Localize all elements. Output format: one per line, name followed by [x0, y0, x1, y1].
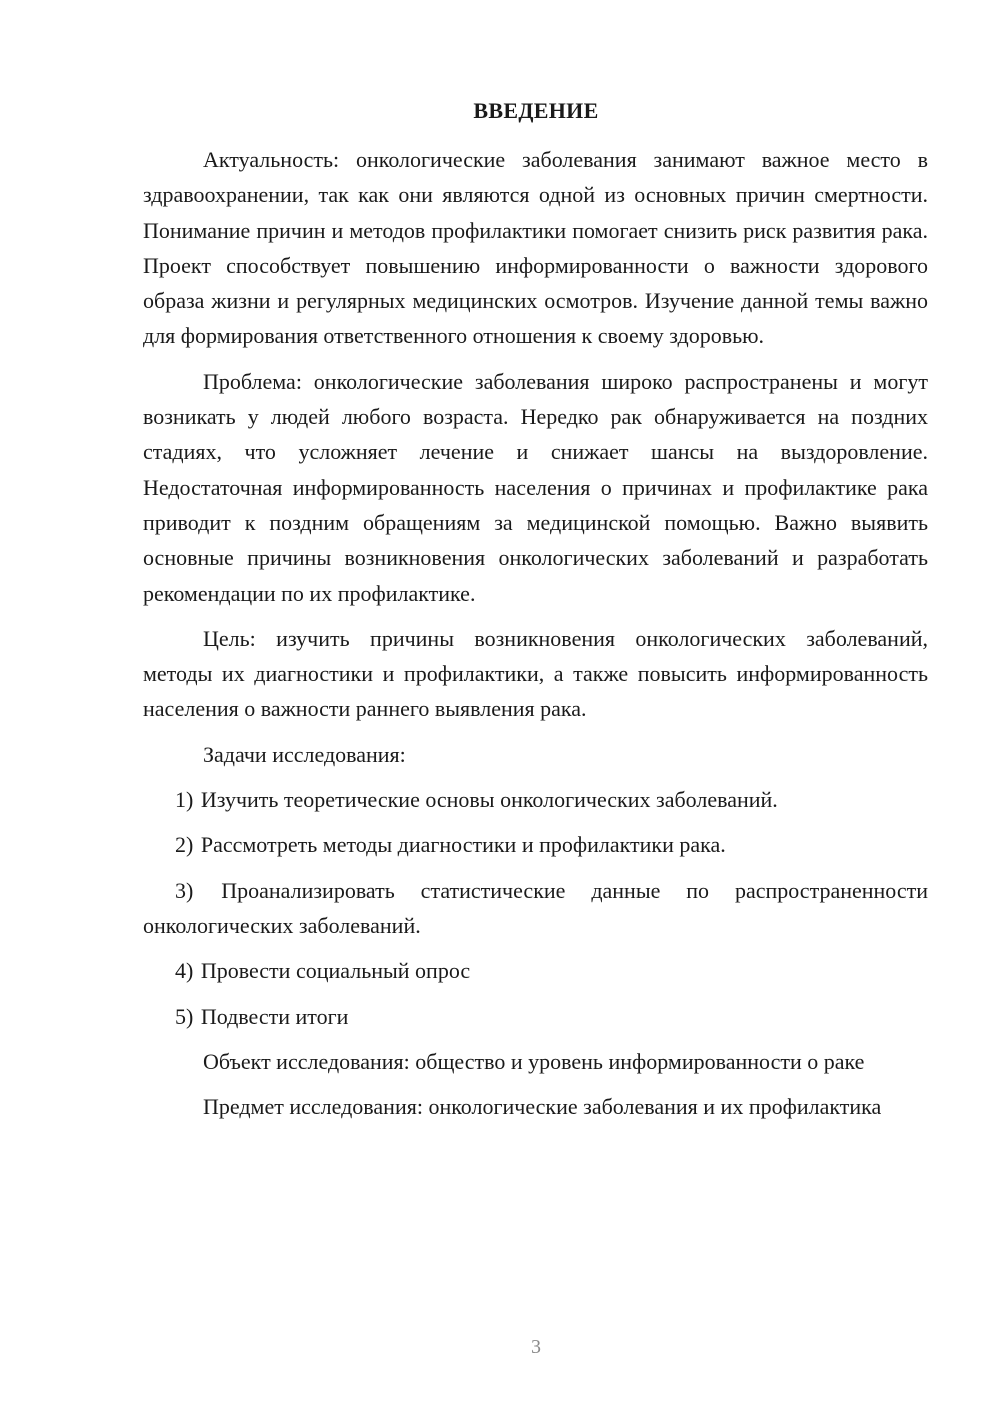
tasks-list	[143, 782, 928, 1034]
list-item	[143, 873, 928, 944]
paragraph-goal: Цель: изучить причины возникновения онкологических заболеваний, методы их диагностики и профилактики, а также повысить информированность населения о важности раннего выявления рака.	[143, 625, 928, 722]
list-item-text: Проанализировать статистические данные по распространенности онкологических заболеваний.	[143, 877, 928, 938]
document-body	[143, 142, 928, 1134]
list-item-text: Провести социальный опрос	[200, 958, 471, 984]
list-item-number: 5)	[175, 1003, 194, 1029]
list-item	[143, 953, 928, 988]
list-item	[143, 827, 928, 862]
list-item-text: Подвести итоги	[200, 1003, 349, 1029]
tasks-heading: Задачи исследования:	[203, 741, 406, 767]
list-item-text: Рассмотреть методы диагностики и профилактики рака.	[200, 832, 726, 858]
paragraph-relevance: Актуальность: онкологические заболевания занимают важное место в здравоохранении, так как они являются одной из основных причин смертности. Понимание причин и методов профилактики помогает снизить риск развития рака. Проект способствует повышению информированности о важности здорового образа жизни и регулярных медицинских осмотров. Изучение данной темы важно для формирования ответственного отношения к своему здоровью.	[143, 147, 928, 349]
list-item-number: 2)	[175, 832, 194, 858]
page-number: 3	[531, 1336, 541, 1358]
list-item	[143, 782, 928, 817]
paragraph-object: Объект исследования: общество и уровень информированности о раке	[203, 1048, 865, 1074]
list-item-number: 3)	[175, 877, 194, 903]
paragraph-subject: Предмет исследования: онкологические заболевания и их профилактика	[203, 1094, 882, 1120]
list-item-number: 4)	[175, 958, 194, 984]
list-item-text: Изучить теоретические основы онкологических заболеваний.	[200, 787, 778, 813]
paragraph-problem: Проблема: онкологические заболевания широко распространены и могут возникать у людей любого возраста. Нередко рак обнаруживается на поздних стадиях, что усложняет лечение и снижает шансы на выздоровление. Недостаточная информированность населения о причинах и профилактике рака приводит к поздним обращениям за медицинской помощью. Важно выявить основные причины возникновения онкологических заболеваний и разработать рекомендации по их профилактике.	[143, 368, 928, 606]
list-item	[143, 999, 928, 1034]
page-title: ВВЕДЕНИЕ	[473, 98, 599, 123]
list-item-number: 1)	[175, 787, 194, 813]
